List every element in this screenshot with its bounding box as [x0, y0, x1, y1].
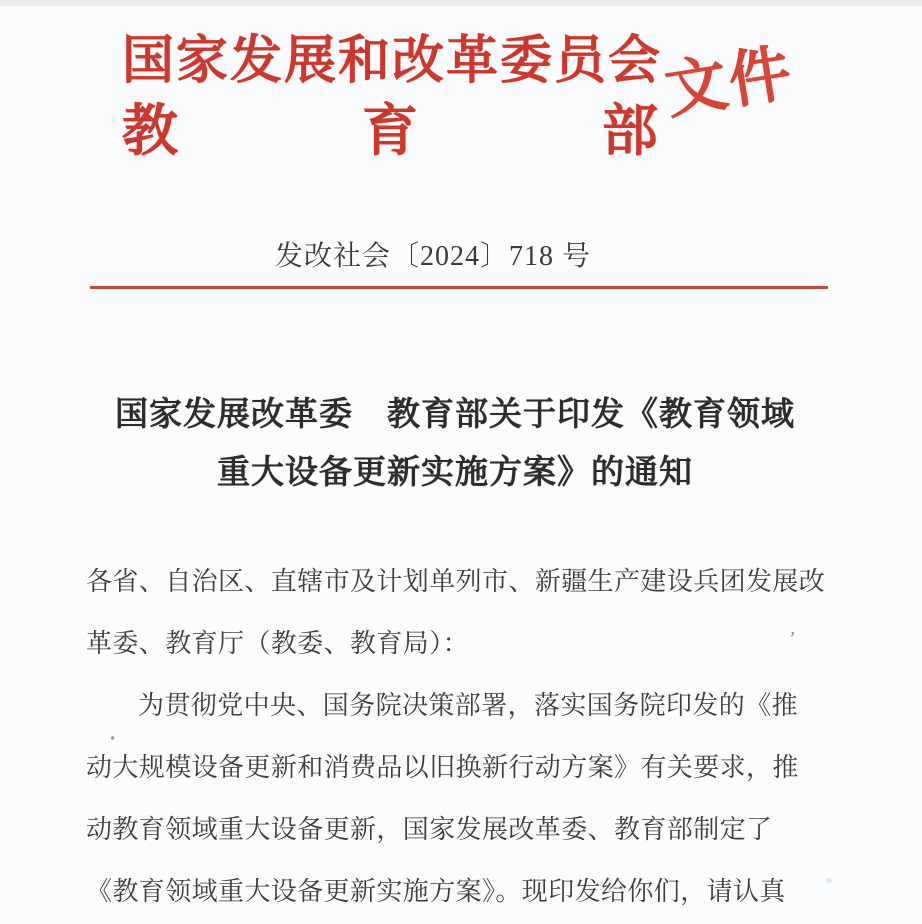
scan-artifact	[111, 736, 114, 740]
scan-artifact	[826, 878, 832, 883]
red-divider-rule	[90, 286, 828, 289]
body-line-addressee-1: 各省、自治区、直辖市及计划单列市、新疆生产建设兵团发展改	[86, 566, 826, 596]
document-number: 发改社会〔2024〕718 号	[274, 241, 591, 272]
body-line-paragraph-3: 动教育领域重大设备更新，国家发展改革委、教育部制定了	[86, 814, 773, 844]
letterhead-agency-ndrc: 国家发展和改革委员会	[122, 33, 663, 90]
body-line-paragraph-1: 为贯彻党中央、国务院决策部署，落实国务院印发的《推	[138, 690, 799, 720]
letterhead-agency-moe: 教育部	[122, 101, 842, 163]
document-title	[0, 382, 916, 498]
scan-artifact: ’	[785, 627, 797, 651]
body-line-paragraph-4: 《教育领域重大设备更新实施方案》。现印发给你们，请认真	[86, 876, 786, 906]
body-line-addressee-2: 革委、教育厅（教委、教育局）：	[86, 628, 470, 658]
scan-edge-strip	[0, 0, 922, 6]
letterhead-doc-type: 文件	[660, 39, 798, 127]
body-line-paragraph-2: 动大规模设备更新和消费品以旧换新行动方案》有关要求，推	[86, 752, 799, 782]
document-body	[86, 548, 876, 920]
document-title-line-2: 重大设备更新实施方案》的通知	[217, 454, 693, 491]
document-title-line-1: 国家发展改革委 教育部关于印发《教育领域	[115, 396, 795, 433]
